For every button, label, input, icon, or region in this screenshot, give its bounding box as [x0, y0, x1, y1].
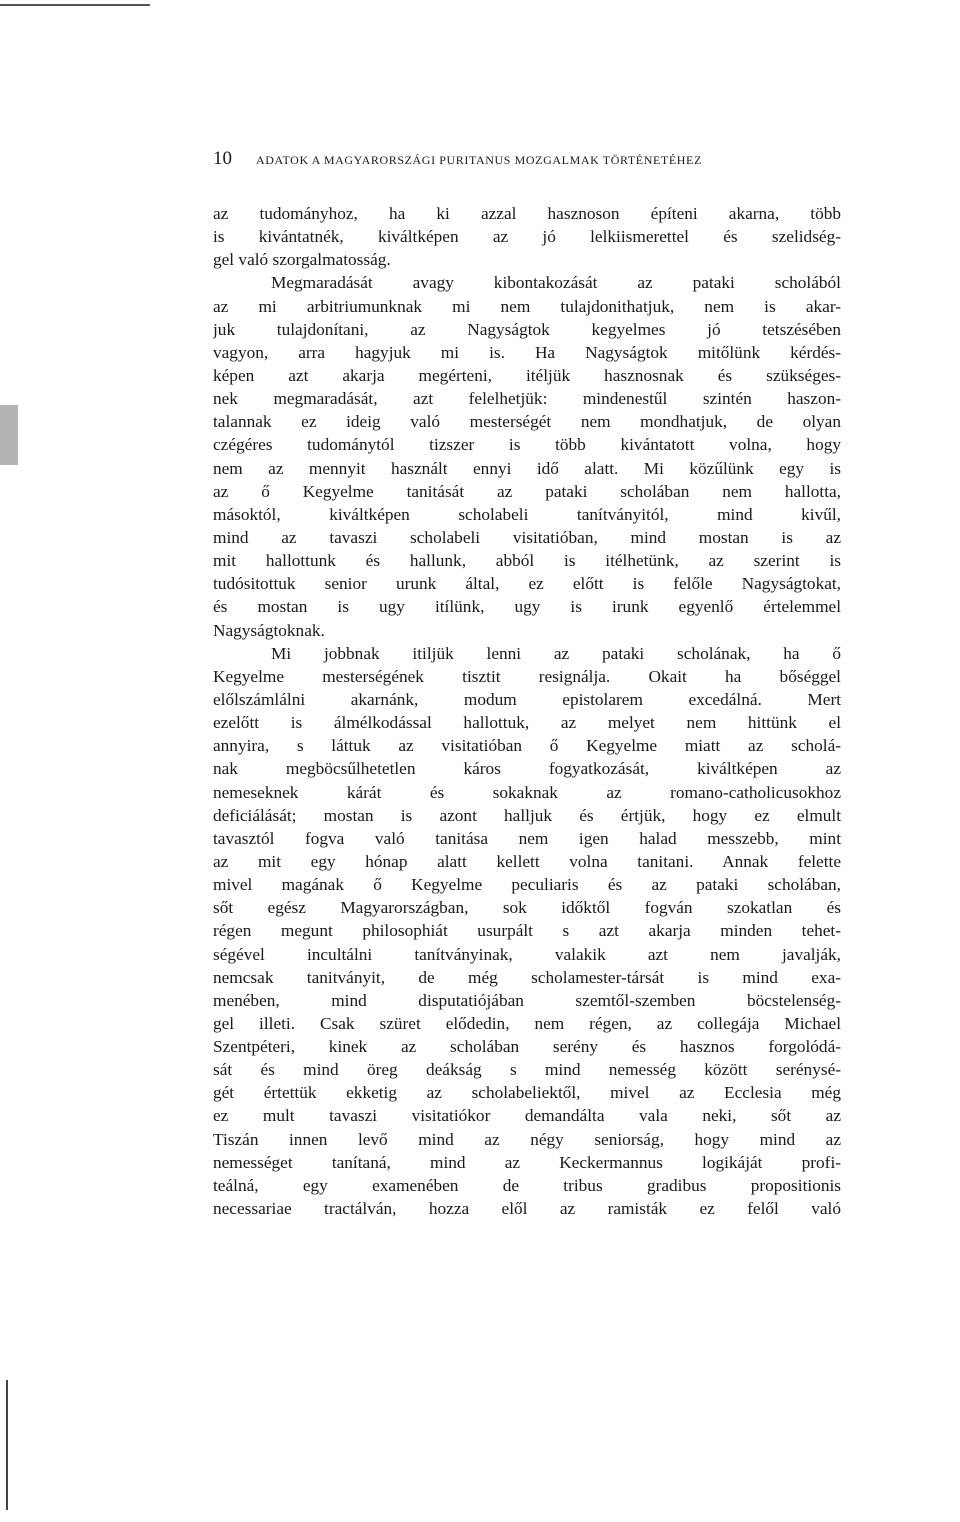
text-line: Mi jobbnak itiljük lenni az pataki scholának, ha ő [271, 643, 841, 663]
text-line: mivel magának ő Kegyelme peculiaris és az pataki scholában, [213, 875, 841, 895]
text-line: mind az tavaszi scholabeli visitatióban, mind mostan is az [213, 527, 841, 547]
body-text [213, 202, 841, 1220]
text-line: az mit egy hónap alatt kellett volna tanitani. Annak felette [213, 851, 841, 871]
text-line: necessariae tractálván, hozza elől az ramisták ez felől való [213, 1199, 841, 1219]
text-line: talannak ez ideig való mesterségét nem mondhatjuk, de olyan [213, 412, 841, 432]
text-line: czégéres tudománytól tizszer is több kivántatott volna, hogy [213, 435, 841, 455]
text-line: mit hallottunk és hallunk, abból is itélhetünk, az szerint is [213, 551, 841, 571]
text-line: gel való szorgalmatosság. [213, 250, 391, 270]
text-line: tudósitottuk senior urunk által, ez előtt is felőle Nagyságtokat, [213, 574, 841, 594]
text-line: Kegyelme mesterségének tisztit resignálja. Okait ha bőséggel [213, 666, 841, 686]
text-line: másoktól, kiváltképen scholabeli tanítványitól, mind kivűl, [213, 504, 841, 524]
text-line: deficiálását; mostan is azont halljuk és értjük, hogy ez elmult [213, 805, 841, 825]
text-line: nemcsak tanitványit, de még scholamester-társát is mind exa- [213, 967, 841, 987]
text-line: sát és mind öreg deákság s mind nemesség között serénysé- [213, 1060, 841, 1080]
text-line: juk tulajdonítani, az Nagyságtok kegyelmes jó tetszésében [213, 319, 841, 339]
running-head: ADATOK A MAGYARORSZÁGI PURITANUS MOZGALMAK TÖRTÉNETÉHEZ [256, 153, 702, 167]
text-line: az ő Kegyelme tanitását az pataki scholában nem hallotta, [213, 481, 841, 501]
text-line: ezelőtt is álmélkodással hallottuk, az melyet nem hittünk el [213, 713, 841, 733]
text-line: nemeseknek kárát és sokaknak az romano-catholicusokhoz [213, 782, 841, 802]
scan-edge-top [0, 4, 150, 6]
text-line: régen megunt philosophiát usurpált s azt akarja minden tehet- [213, 921, 841, 941]
text-line: vagyon, arra hagyjuk mi is. Ha Nagyságtok mitőlünk kérdés- [213, 342, 841, 362]
text-line: Nagyságtoknak. [213, 620, 325, 640]
text-line: és mostan is ugy itílünk, ugy is irunk egyenlő értelemmel [213, 597, 841, 617]
page-number: 10 [213, 148, 232, 169]
text-line: képen azt akarja megérteni, itéljük hasznosnak és szükséges- [213, 365, 841, 385]
scan-edge-left [6, 1380, 8, 1510]
text-line: ez mult tavaszi visitatiókor demandálta vala neki, sőt az [213, 1106, 841, 1126]
text-line: Szentpéteri, kinek az scholában serény és hasznos forgolódá- [213, 1037, 841, 1057]
text-line: nek megmaradását, azt felelhetjük: mindenestűl szintén haszon- [213, 389, 841, 409]
text-line: menében, mind disputatiójában szemtől-szemben böcstelenség- [213, 990, 841, 1010]
text-line: teálná, egy examenében de tribus gradibus propositionis [213, 1175, 841, 1195]
text-line: előlszámlálni akarnánk, modum epistolarem excedálná. Mert [213, 689, 841, 709]
text-line: az tudományhoz, ha ki azzal hasznoson építeni akarna, több [213, 204, 841, 223]
scan-binding-mark [0, 405, 18, 465]
text-line: ségével incultálni tanítványinak, valakik azt nem javalják, [213, 944, 841, 964]
text-line: gét értettük ekketig az scholabeliektől, mivel az Ecclesia még [213, 1083, 841, 1103]
text-line: is kivántatnék, kiváltképen az jó lelkiismerettel és szelidség- [213, 227, 841, 247]
text-line: nem az mennyit használt ennyi idő alatt. Mi közűlünk egy is [213, 458, 841, 478]
text-line: nak megböcsűlhetetlen káros fogyatkozását, kiváltképen az [213, 759, 841, 779]
text-line: nemességet tanítaná, mind az Keckermannus logikáját profi- [213, 1152, 841, 1172]
text-line: Megmaradását avagy kibontakozását az pataki scholából [271, 273, 841, 293]
text-line: tavasztól fogva való tanitása nem igen halad messzebb, mint [213, 828, 841, 848]
text-line: gel illeti. Csak szüret elődedin, nem régen, az collegája Michael [213, 1013, 841, 1033]
page-header [213, 148, 853, 174]
text-line: sőt egész Magyarországban, sok időktől fogván szokatlan és [213, 898, 841, 918]
text-line: az mi arbitriumunknak mi nem tulajdonithatjuk, nem is akar- [213, 296, 841, 316]
text-line: Tiszán innen levő mind az négy seniorság, hogy mind az [213, 1129, 841, 1149]
text-line: annyira, s láttuk az visitatióban ő Kegyelme miatt az scholá- [213, 736, 841, 756]
